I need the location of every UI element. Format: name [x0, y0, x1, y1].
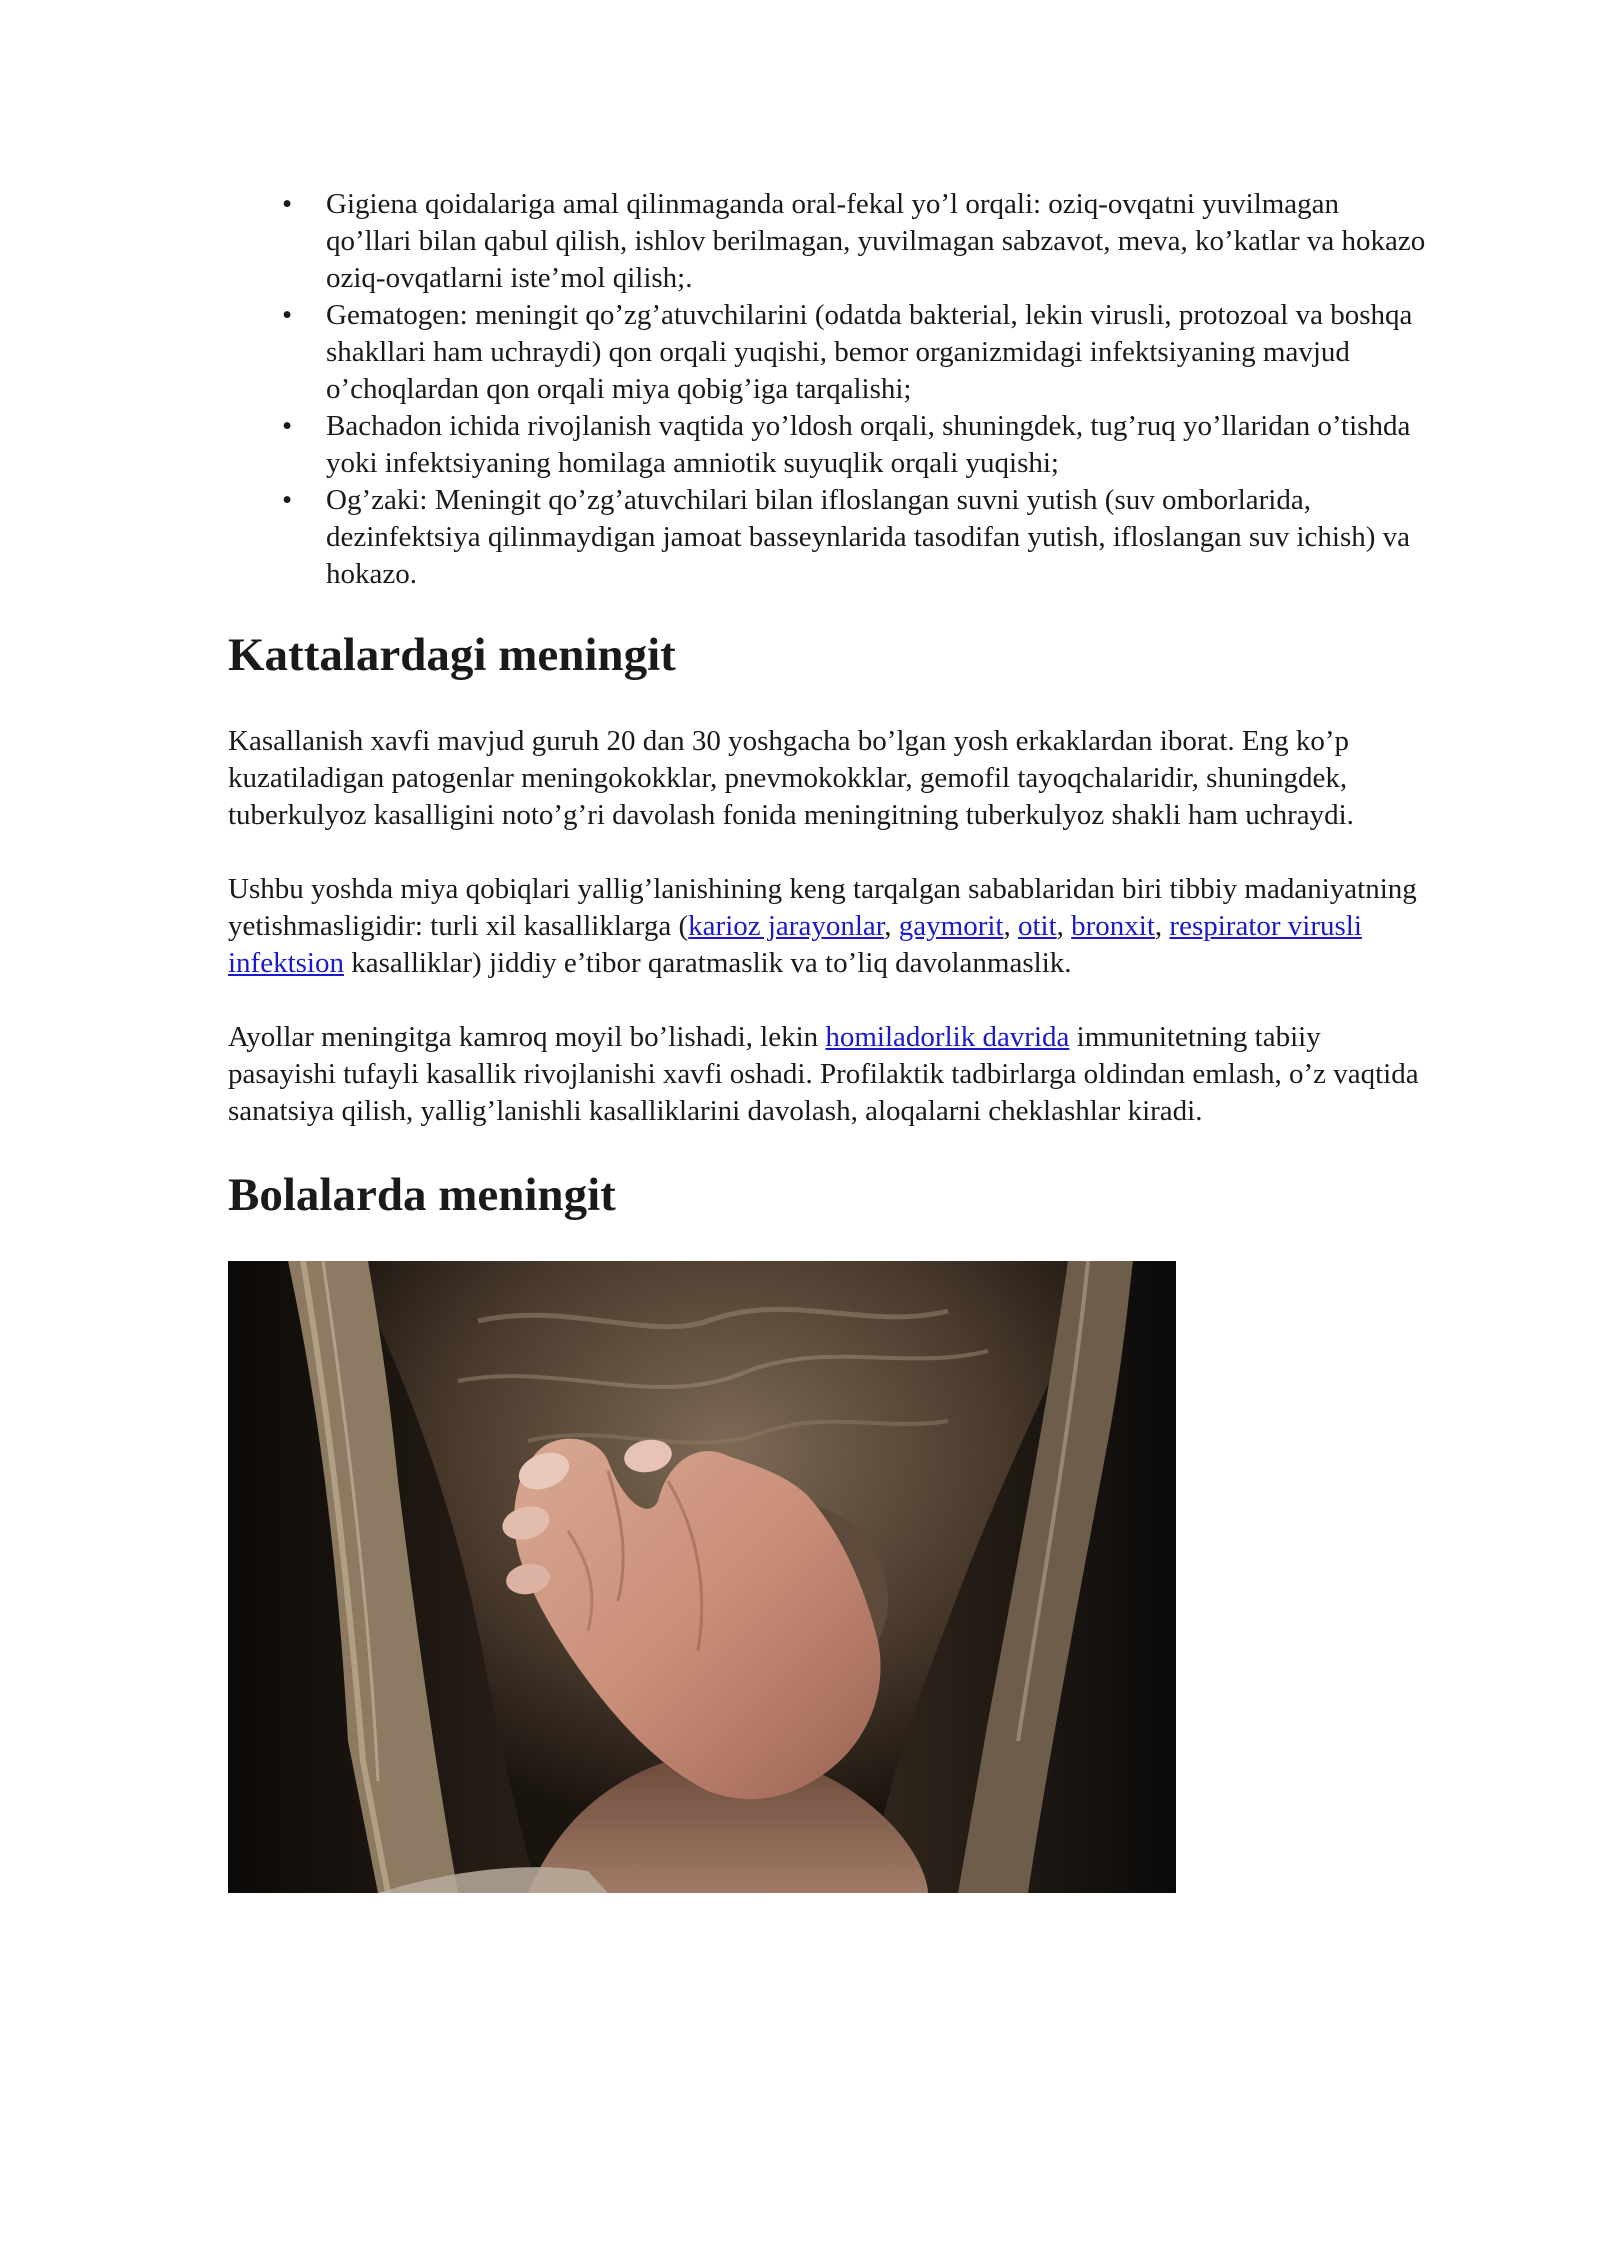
transmission-routes-list: [228, 186, 1428, 593]
document-page: [228, 186, 1428, 1893]
separator-text: ,: [1154, 910, 1170, 942]
link-respirator-virusli-infektsion[interactable]: respirator virusli infektsion: [228, 910, 1362, 979]
bullet-glyph: •: [282, 410, 293, 442]
list-item-text: Og’zaki: Meningit qo’zg’atuvchilari bilan ifloslangan suvni yutish (suv omborlarida, dezinfektsiya qilinmaydigan jamoat basseynlarida tasodifan yutish, ifloslangan suv ichish) va hokazo.: [326, 484, 1411, 590]
list-item: [282, 482, 1428, 593]
link-bronxit[interactable]: bronxit: [1071, 910, 1155, 942]
paragraph-text: Ayollar meningitga kamroq moyil bo’lishadi, lekin: [228, 1021, 826, 1053]
paragraph-text: immunitetning tabiiy pasayishi tufayli kasallik rivojlanishi xavfi oshadi. Profilaktik tadbirlarga oldindan emlash, o’z vaqtida sanatsiya qilish, yallig’lanishli kasalliklarini davolash, aloqalarni cheklashlar kiradi.: [228, 1021, 1419, 1127]
paragraph-text: kasalliklar) jiddiy e’tibor qaratmaslik va to’liq davolanmaslik.: [344, 947, 1072, 979]
link-karioz-jarayonlar[interactable]: karioz jarayonlar: [688, 910, 885, 942]
child-holding-ear-photo: [228, 1261, 1176, 1893]
bullet-glyph: •: [282, 484, 293, 516]
adults-paragraph-women: [228, 1019, 1428, 1130]
list-item: [282, 408, 1428, 482]
adults-section-heading: Kattalardagi meningit: [228, 629, 676, 681]
link-gaymorit[interactable]: gaymorit: [898, 910, 1004, 942]
list-item-text: Bachadon ichida rivojlanish vaqtida yo’ldosh orqali, shuningdek, tug’ruq yo’llaridan o’tishda yoki infektsiyaning homilaga amniotik suyuqlik orqali yuqishi;: [326, 410, 1411, 479]
separator-text: ,: [1056, 910, 1072, 942]
paragraph-text: Ushbu yoshda miya qobiqlari yallig’lanishining keng tarqalgan sabablaridan biri tibbiy madaniyatning yetishmasligidir: turli xil kasalliklarga (: [228, 873, 1417, 942]
list-item: [282, 186, 1428, 297]
separator-text: ,: [884, 910, 899, 942]
separator-text: ,: [1003, 910, 1018, 942]
link-homiladorlik-davrida[interactable]: homiladorlik davrida: [825, 1021, 1070, 1053]
list-item-text: Gematogen: meningit qo’zg’atuvchilarini (odatda bakterial, lekin virusli, protozoal va boshqa shakllari ham uchraydi) qon orqali yuqishi, bemor organizmidagi infektsiyaning mavjud o’choqlardan qon orqali miya qobig’iga tarqalishi;: [326, 299, 1413, 405]
adults-paragraph-risk-group: Kasallanish xavfi mavjud guruh 20 dan 30 yoshgacha bo’lgan yosh erkaklardan iborat. Eng ko’p kuzatiladigan patogenlar meningokokklar, pnevmokokklar, gemofil tayoqchalaridir, shuningdek, tuberkulyoz kasalligini noto’g’ri davolash fonida meningitning tuberkulyoz shakli ham uchraydi.: [228, 725, 1354, 831]
adults-paragraph-causes: [228, 871, 1428, 982]
list-item: [282, 297, 1428, 408]
list-item-text: Gigiena qoidalariga amal qilinmaganda oral-fekal yo’l orqali: oziq-ovqatni yuvilmagan qo’llari bilan qabul qilish, ishlov berilmagan, yuvilmagan sabzavot, meva, ko’katlar va hokazo oziq-ovqatlarni iste’mol qilish;.: [326, 188, 1426, 294]
children-section-heading: Bolalarda meningit: [228, 1169, 616, 1221]
bullet-glyph: •: [282, 299, 293, 331]
link-otit[interactable]: otit: [1017, 910, 1057, 942]
bullet-glyph: •: [282, 188, 293, 220]
